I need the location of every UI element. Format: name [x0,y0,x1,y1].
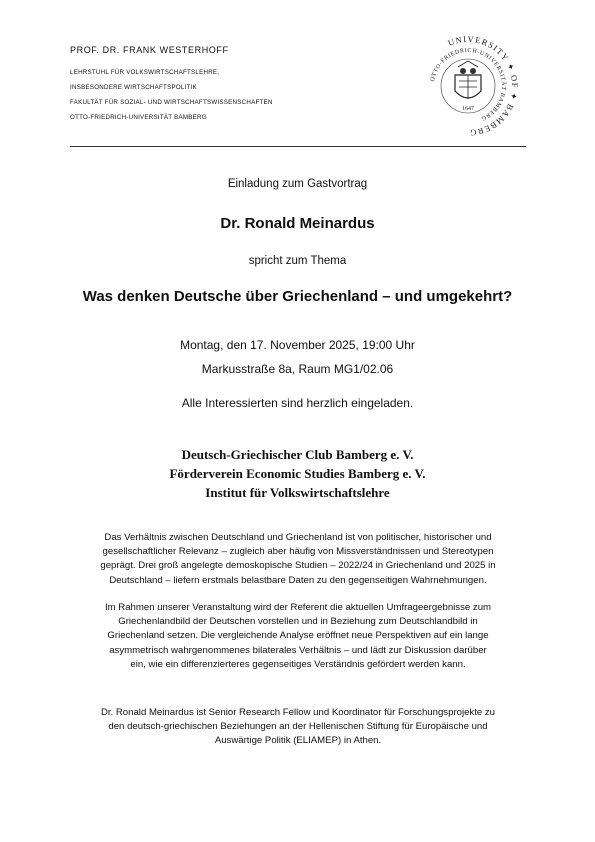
description-paragraph-1 [70,531,526,588]
seal-year: 1647 [462,106,474,112]
paragraph-line: Das Verhältnis zwischen Deutschland und Griechenland ist von politischer, historischer und [104,532,492,543]
affiliation-line-1: LEHRSTUHL FÜR VOLKSWIRTSCHAFTSLEHRE, [70,69,220,76]
professor-name: PROF. DR. FRANK WESTERHOFF [70,45,229,55]
affiliation-line-2: INSBESONDERE WIRTSCHAFTSPOLITIK [70,84,197,91]
paragraph-line: Im Rahmen unserer Veranstaltung wird der Referent die aktuellen Umfrageergebnisse zum [104,602,492,613]
welcome-note: Alle Interessierten sind herzlich eingeladen. [181,396,414,410]
affiliation-line-3: FAKULTÄT FÜR SOZIAL- UND WIRTSCHAFTSWISSENSCHAFTEN [70,99,273,106]
paragraph-line: Auswärtige Politik (ELIAMEP) in Athen. [214,735,382,747]
paragraph-line: ein, wie ein differenzierteres gegenseitiges Verständnis gefördert werden kann. [130,658,466,670]
speaker-bio-paragraph [70,706,526,749]
letterhead [70,33,530,145]
paragraph-line: den deutsch-griechischen Beziehungen an der Hellenischen Stiftung für Europäische und [108,721,488,733]
event-location: Markusstraße 8a, Raum MG1/02.06 [201,362,394,376]
organizer-item: Förderverein Economic Studies Bamberg e. V. [169,466,426,481]
paragraph-line: Griechenlandbild der Deutschen vorstellen und in Beziehung zum Deutschlandbild in [118,616,478,628]
speaks-on-label: spricht zum Thema [248,255,347,267]
organizers-list [40,445,555,502]
organizer-item: Deutsch-Griechischer Club Bamberg e. V. [181,447,414,462]
paragraph-line: Dr. Ronald Meinardus ist Senior Research Fellow und Koordinator für Forschungsprojekte zu [100,707,496,718]
organizer-item: Institut für Volkswirtschaftslehre [205,485,390,500]
university-seal-logo [413,31,523,141]
paragraph-line: geprägt. Drei groß angelegte demoskopische Studien – 2022/24 in Griechenland und 2025 in [100,560,496,572]
affiliation-line-4: OTTO-FRIEDRICH-UNIVERSITÄT BAMBERG [70,114,207,121]
paragraph-line: Griechenland setzen. Die vergleichende Analyse eröffnet neue Perspektiven auf ein lange [107,630,489,642]
seal-outer-text: UNIVERSITY ✦ OF ✦ BAMBERG [446,33,521,139]
lecture-topic: Was denken Deutsche über Griechenland – und umgekehrt? [82,288,513,305]
paragraph-line: Deutschland – liefern erstmals belastbare Daten zu den gegenseitigen Wahrnehmungen. [109,574,487,586]
description-paragraph-2 [70,601,526,672]
paragraph-line: asymmetrisch wahrgenommenes bilaterales Verhältnis – und lädt zur Diskussion darüber [109,644,487,656]
speaker-name: Dr. Ronald Meinardus [220,215,375,232]
paragraph-line: gesellschaftlicher Relevanz – zugleich aber häufig von Missverständnissen und Stereotypen [102,546,494,558]
invitation-intro: Einladung zum Gastvortrag [227,178,368,190]
header-divider [70,146,526,147]
event-date: Montag, den 17. November 2025, 19:00 Uhr [180,338,415,352]
seal-inner-text: OTTO-FRIEDRICH-UNIVERSITÄT BAMBERG [430,47,507,122]
